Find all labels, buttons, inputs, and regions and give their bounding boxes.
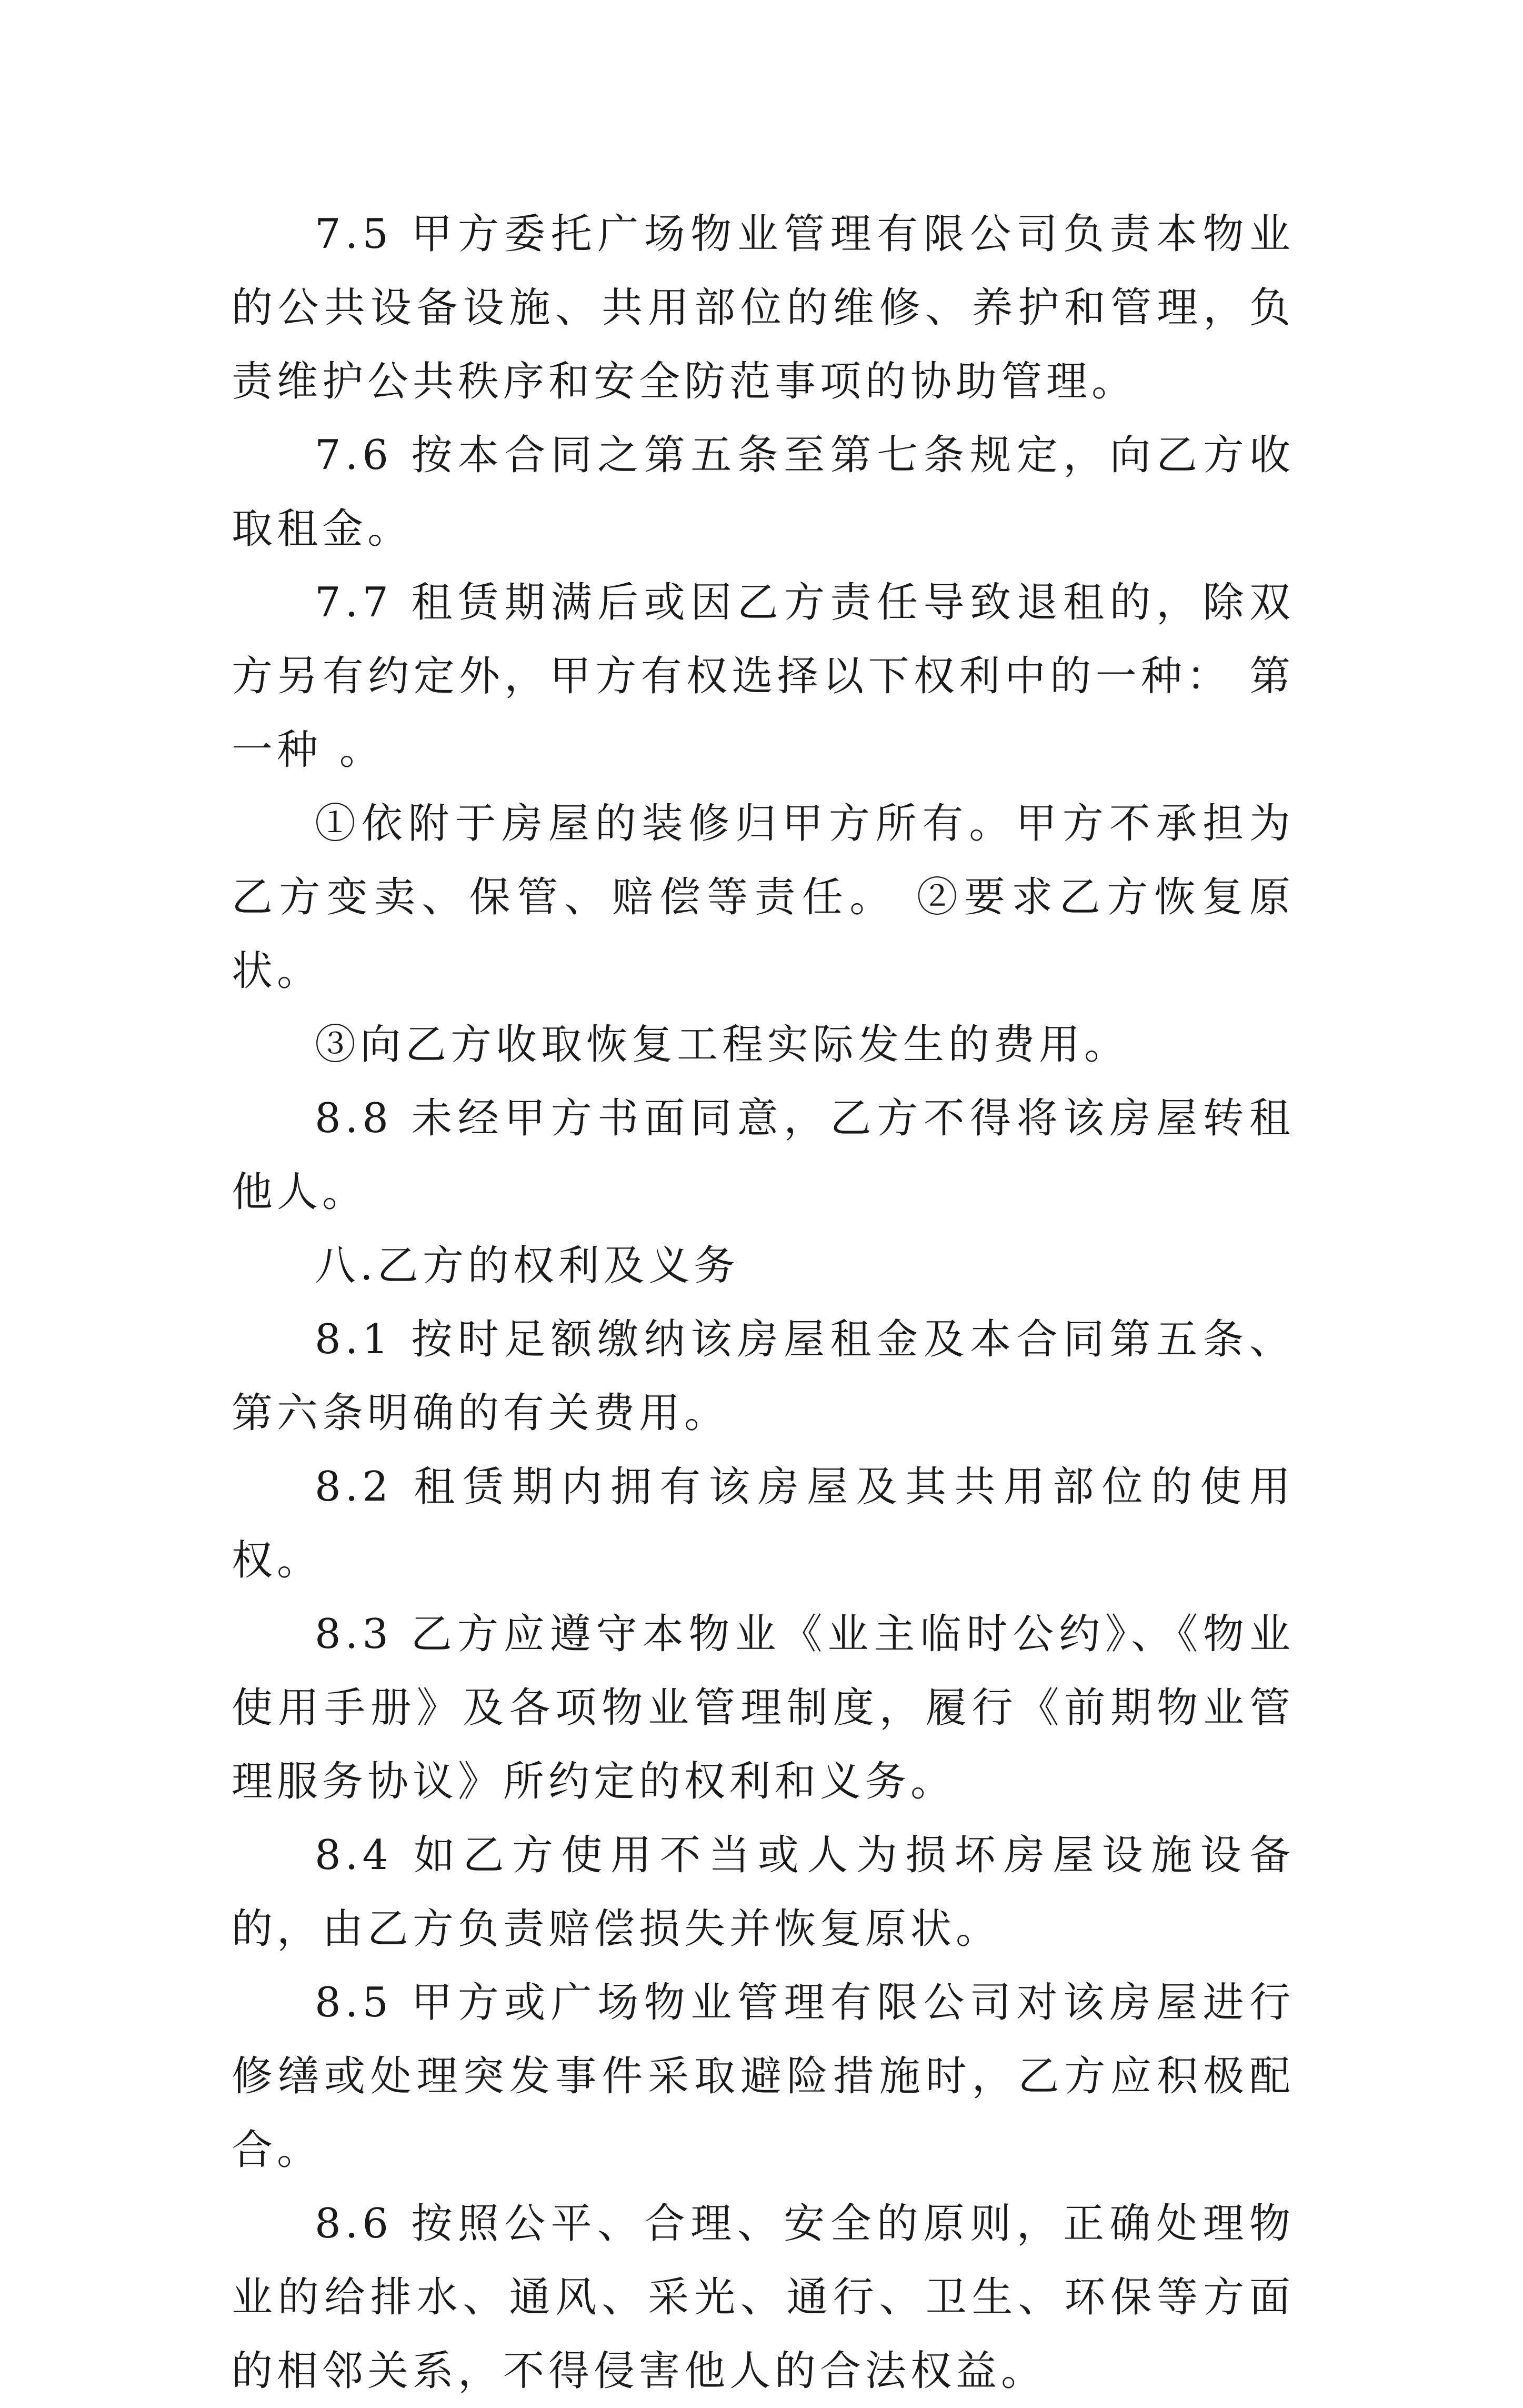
document-body	[232, 197, 1295, 2408]
clause-8-5: 8.5 甲方或广场物业管理有限公司对该房屋进行修缮或处理突发事件采取避险措施时，乙方应积极配合。	[232, 1979, 1295, 2174]
clause-8-1: 8.1 按时足额缴纳该房屋租金及本合同第五条、第六条明确的有关费用。	[232, 1316, 1295, 1437]
section-heading-8: 八.乙方的权利及义务	[315, 1242, 739, 1290]
clause-7-7: 7.7 租赁期满后或因乙方责任导致退租的，除双方另有约定外，甲方有权选择以下权利中的一种： 第一种 。	[232, 579, 1295, 774]
clause-8-6: 8.6 按照公平、合理、安全的原则，正确处理物业的给排水、通风、采光、通行、卫生、环保等方面的相邻关系，不得侵害他人的合法权益。	[232, 2200, 1295, 2395]
clause-8-8: 8.8 未经甲方书面同意，乙方不得将该房屋转租他人。	[232, 1095, 1295, 1216]
clause-7-7-option-1-2: ①依附于房屋的装修归甲方所有。甲方不承担为乙方变卖、保管、赔偿等责任。 ②要求乙方恢复原状。	[232, 800, 1295, 995]
clause-7-7-option-3: ③向乙方收取恢复工程实际发生的费用。	[315, 1021, 1130, 1068]
clause-8-2: 8.2 租赁期内拥有该房屋及其共用部位的使用权。	[232, 1463, 1295, 1584]
clause-8-4: 8.4 如乙方使用不当或人为损坏房屋设施设备的，由乙方负责赔偿损失并恢复原状。	[232, 1832, 1295, 1953]
clause-7-5: 7.5 甲方委托广场物业管理有限公司负责本物业的公共设备设施、共用部位的维修、养护和管理，负责维护公共秩序和安全防范事项的协助管理。	[232, 211, 1295, 405]
clause-8-3: 8.3 乙方应遵守本物业《业主临时公约》、《物业使用手册》及各项物业管理制度，履行《前期物业管理服务协议》所约定的权利和义务。	[232, 1611, 1295, 1805]
clause-7-6: 7.6 按本合同之第五条至第七条规定，向乙方收取租金。	[232, 432, 1295, 553]
